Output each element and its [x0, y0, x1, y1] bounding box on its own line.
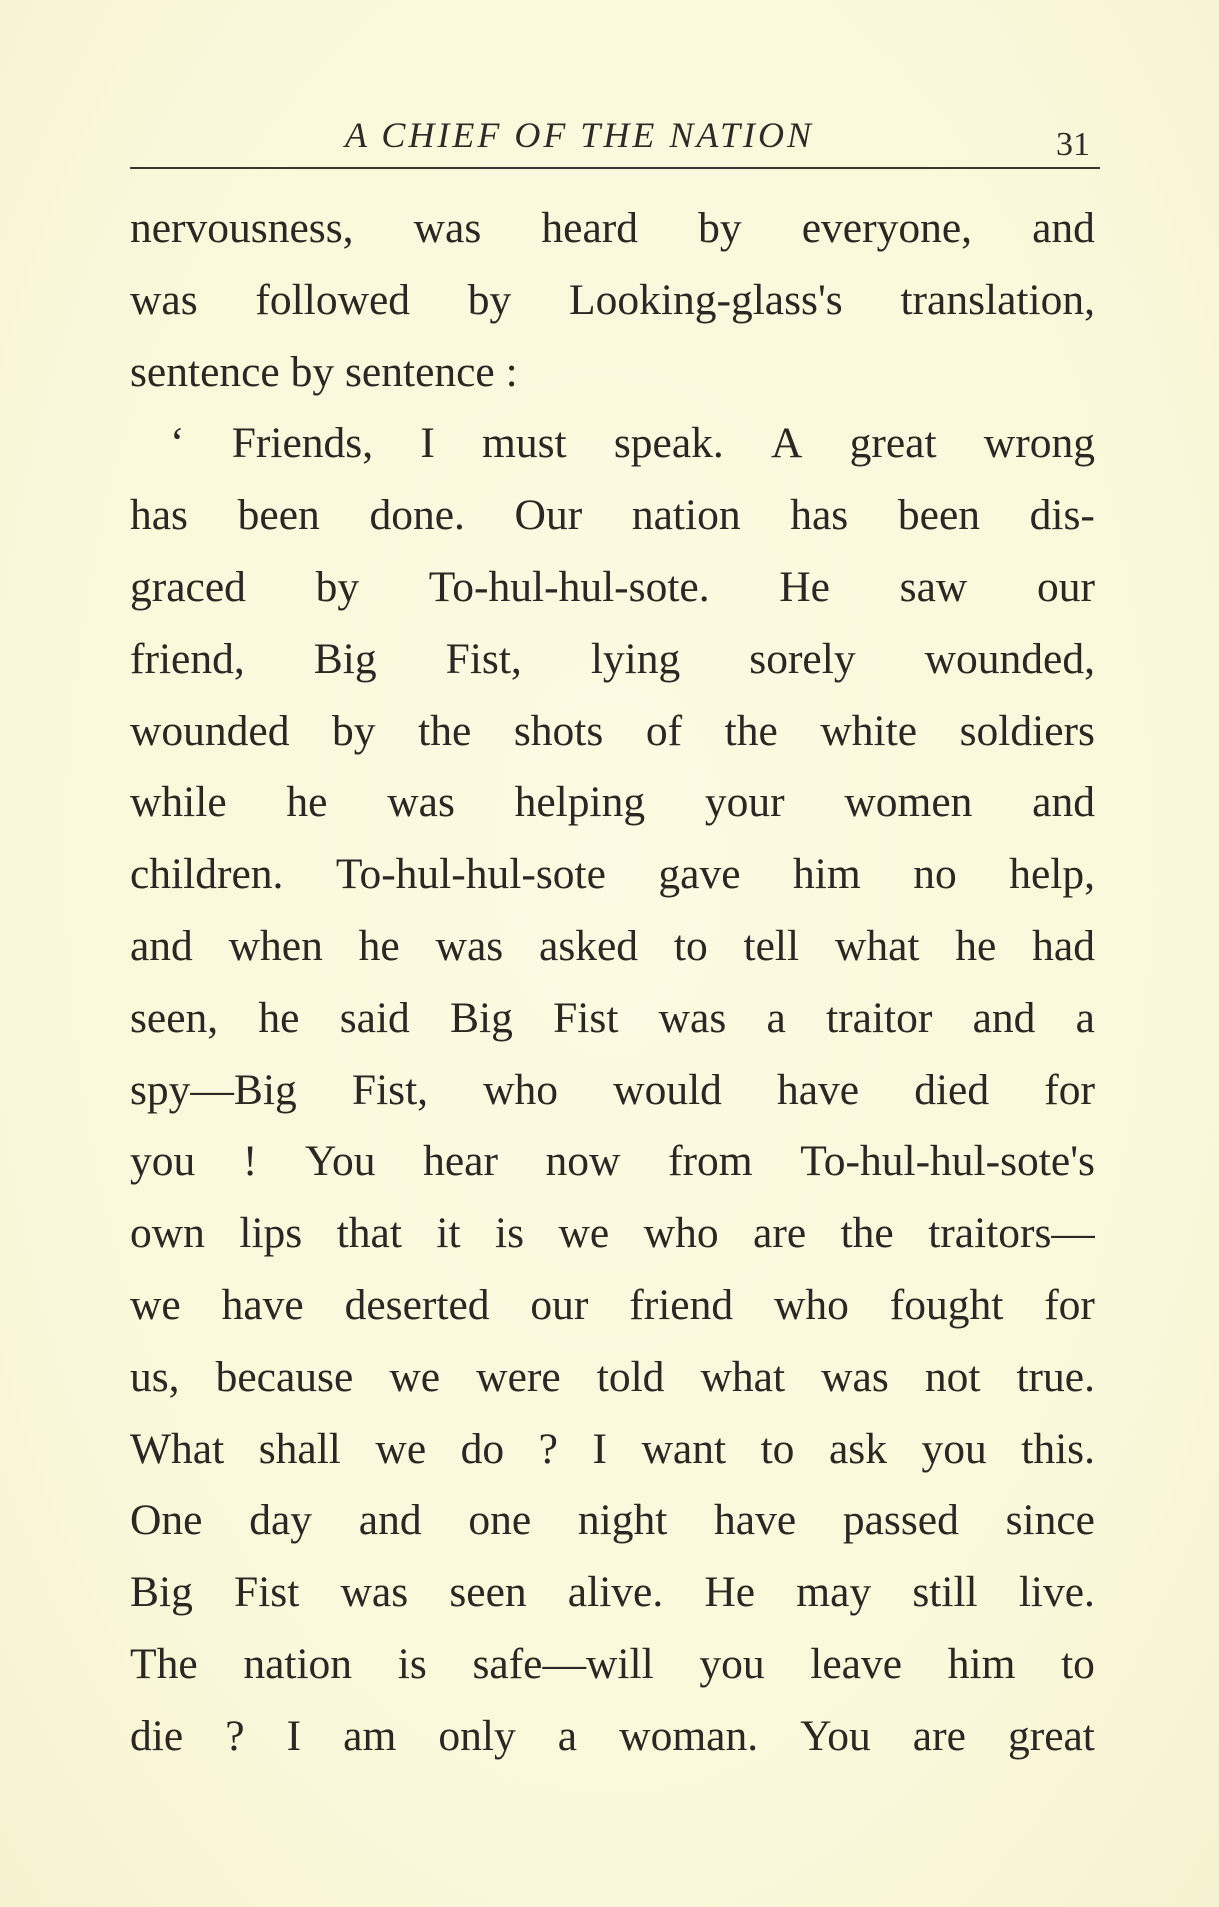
word: are — [912, 1711, 966, 1760]
word: your — [704, 778, 785, 827]
word: own — [130, 1209, 205, 1258]
text-line — [130, 767, 1095, 839]
text-line — [130, 1629, 1095, 1701]
word: it — [436, 1209, 461, 1258]
word: been — [897, 491, 981, 540]
word: To-hul-hul-sote. — [428, 562, 710, 611]
word: and — [1032, 778, 1095, 827]
word: to — [1061, 1639, 1095, 1688]
running-title: A CHIEF OF THE NATION — [345, 115, 815, 155]
word: A — [771, 419, 803, 468]
word: die — [130, 1711, 184, 1760]
word: has — [790, 491, 849, 540]
word: was — [387, 778, 455, 827]
word: he — [358, 921, 400, 970]
word: we — [389, 1352, 441, 1401]
word: by — [467, 275, 512, 324]
word: and — [1032, 204, 1095, 252]
word: What — [130, 1424, 225, 1473]
body-text — [130, 193, 1095, 1773]
word: leave — [810, 1639, 903, 1688]
word: To-hul-hul-sote's — [800, 1137, 1095, 1186]
word: friend — [629, 1280, 734, 1329]
word: lips — [239, 1209, 303, 1258]
word: followed — [255, 275, 411, 324]
word: been — [237, 491, 320, 540]
word: of — [645, 706, 683, 755]
word: would — [613, 1065, 722, 1114]
word: hear — [423, 1137, 498, 1186]
text-line — [130, 265, 1095, 337]
word: still — [912, 1568, 978, 1617]
word: has — [130, 491, 188, 540]
word: had — [1032, 921, 1095, 970]
text-line — [130, 1126, 1095, 1198]
text-line — [130, 552, 1095, 624]
word: and — [972, 993, 1036, 1042]
word: by — [315, 562, 360, 611]
word: Fist — [234, 1568, 300, 1617]
word: You — [800, 1711, 871, 1760]
text-line — [130, 1557, 1095, 1629]
word: traitor — [826, 993, 933, 1042]
word: nervousness, — [130, 204, 354, 252]
text-line — [130, 1270, 1095, 1342]
word: tell — [743, 921, 800, 970]
word: him — [793, 850, 861, 899]
text-line — [130, 193, 1095, 265]
word: sorely — [749, 634, 856, 683]
word: only — [438, 1711, 516, 1760]
word: what — [700, 1352, 786, 1401]
word: speak. — [613, 419, 724, 468]
text-line — [130, 408, 1095, 480]
word: he — [258, 993, 300, 1042]
word: Fist, — [351, 1065, 429, 1114]
word: was — [130, 275, 198, 324]
word: he — [286, 778, 328, 827]
word: You — [304, 1137, 376, 1186]
word: saw — [899, 562, 968, 611]
word: what — [834, 921, 920, 970]
word: true. — [1016, 1352, 1095, 1401]
word: not — [924, 1352, 981, 1401]
word: our — [1036, 562, 1095, 611]
word: ask — [828, 1424, 887, 1473]
word: Looking-glass's — [569, 275, 843, 324]
word: To-hul-hul-sote — [335, 850, 606, 899]
word: because — [215, 1352, 354, 1401]
word: is — [495, 1209, 525, 1258]
text-line — [130, 480, 1095, 552]
word: for — [1044, 1280, 1095, 1329]
word: when — [228, 921, 323, 970]
word: night — [577, 1496, 668, 1545]
word: asked — [539, 921, 639, 970]
word: our — [530, 1280, 589, 1329]
word: are — [753, 1209, 807, 1258]
word: him — [947, 1639, 1016, 1688]
word: the — [418, 706, 472, 755]
word: white — [820, 706, 918, 755]
word: you — [130, 1137, 196, 1186]
word: from — [668, 1137, 753, 1186]
page-header — [130, 104, 1100, 164]
word: shall — [258, 1424, 341, 1473]
word: he — [955, 921, 997, 970]
word: us, — [130, 1352, 180, 1401]
word: everyone, — [801, 204, 973, 252]
word: deserted — [344, 1280, 490, 1329]
word: I — [286, 1711, 302, 1760]
word: was — [435, 921, 504, 970]
word: since — [1005, 1496, 1095, 1545]
word: to — [760, 1424, 795, 1473]
word: He — [704, 1568, 756, 1617]
word: is — [397, 1639, 427, 1688]
word: for — [1044, 1065, 1095, 1114]
word: said — [339, 993, 410, 1042]
word: and — [130, 921, 193, 970]
word: was — [658, 993, 727, 1042]
word: am — [343, 1711, 397, 1760]
word: you — [921, 1424, 987, 1473]
word: must — [482, 419, 567, 468]
word: who — [643, 1209, 719, 1258]
word: now — [545, 1137, 621, 1186]
word: have — [777, 1065, 860, 1114]
word: ? — [225, 1711, 245, 1760]
word: have — [221, 1280, 304, 1329]
word: ! — [242, 1137, 258, 1186]
word: a — [557, 1711, 578, 1760]
word: this. — [1021, 1424, 1095, 1473]
word: was — [821, 1352, 889, 1401]
word: we — [558, 1209, 610, 1258]
word: day — [249, 1496, 313, 1545]
word: ? — [538, 1424, 558, 1473]
word: who — [773, 1280, 849, 1329]
word: translation, — [900, 275, 1095, 324]
word: want — [641, 1424, 727, 1473]
word: you — [699, 1639, 765, 1688]
word: Our — [514, 491, 583, 540]
word: we — [375, 1424, 427, 1473]
word: and — [358, 1496, 422, 1545]
word: lying — [590, 634, 681, 683]
word: helping — [514, 778, 646, 827]
word: woman. — [619, 1711, 759, 1760]
page-number: 31 — [1056, 126, 1090, 163]
word: seen — [449, 1568, 527, 1617]
text-line — [130, 983, 1095, 1055]
text-line — [130, 696, 1095, 768]
word: were — [476, 1352, 561, 1401]
text-line — [130, 1701, 1095, 1773]
word: Big — [313, 634, 377, 683]
word: spy—Big — [130, 1065, 297, 1114]
text-line — [130, 1055, 1095, 1127]
word: the — [840, 1209, 894, 1258]
word: one — [468, 1496, 532, 1545]
word: that — [336, 1209, 402, 1258]
word: while — [130, 778, 227, 827]
word: done. — [369, 491, 465, 540]
word: Friends, — [231, 419, 374, 468]
word: He — [779, 562, 830, 611]
word: One — [130, 1496, 203, 1545]
word: nation — [243, 1639, 353, 1688]
text-line — [130, 911, 1095, 983]
word: The — [130, 1639, 198, 1688]
word: I — [592, 1424, 607, 1473]
word: wounded — [130, 706, 290, 755]
word: alive. — [567, 1568, 664, 1617]
text-line — [130, 839, 1095, 911]
word: seen, — [130, 993, 219, 1042]
word: nation — [631, 491, 741, 540]
word: traitors— — [928, 1209, 1095, 1258]
word: was — [413, 204, 482, 252]
text-line — [130, 624, 1095, 696]
word: soldiers — [959, 706, 1095, 755]
word: the — [724, 706, 778, 755]
word: I — [420, 419, 435, 468]
word: friend, — [130, 634, 245, 683]
word: may — [796, 1568, 872, 1617]
word: shots — [513, 706, 604, 755]
word: was — [340, 1568, 409, 1617]
word: ‘ — [170, 419, 185, 468]
word: wrong — [983, 419, 1095, 468]
word: a — [766, 993, 786, 1042]
word: dis- — [1029, 491, 1095, 540]
word: we — [130, 1280, 181, 1329]
word: by — [698, 204, 742, 252]
text-line: sentence by sentence : — [130, 347, 518, 396]
word: help, — [1009, 850, 1095, 899]
word: who — [483, 1065, 559, 1114]
word: to — [673, 921, 708, 970]
word: a — [1075, 993, 1095, 1042]
word: women — [844, 778, 973, 827]
word: told — [596, 1352, 665, 1401]
word: great — [1007, 1711, 1095, 1760]
word: wounded, — [924, 634, 1095, 683]
word: graced — [130, 562, 246, 611]
word: safe—will — [472, 1639, 654, 1688]
text-line — [130, 1414, 1095, 1486]
text-line — [130, 1342, 1095, 1414]
header-rule — [130, 167, 1100, 169]
word: Fist, — [445, 634, 522, 683]
word: do — [460, 1424, 505, 1473]
word: Big — [130, 1568, 193, 1617]
word: by — [332, 706, 376, 755]
word: heard — [541, 204, 638, 252]
word: have — [714, 1496, 797, 1545]
word: Big — [450, 993, 513, 1042]
word: great — [849, 419, 937, 468]
word: fought — [889, 1280, 1004, 1329]
word: died — [914, 1065, 990, 1114]
word: no — [913, 850, 957, 899]
word: Fist — [553, 993, 619, 1042]
word: passed — [842, 1496, 959, 1545]
word: gave — [658, 850, 741, 899]
text-line — [130, 1485, 1095, 1557]
word: children. — [130, 850, 284, 899]
word: live. — [1018, 1568, 1095, 1617]
text-line — [130, 1198, 1095, 1270]
